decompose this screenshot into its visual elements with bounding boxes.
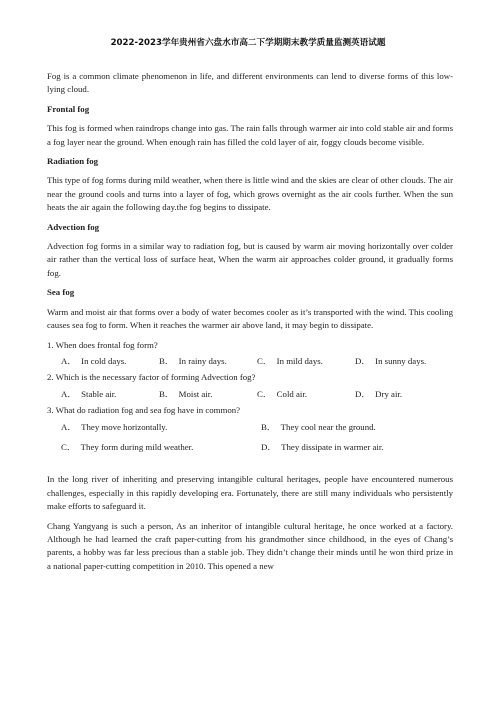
option-text: Moist air. — [178, 388, 213, 399]
option-label: B． — [159, 355, 174, 366]
option-label: D． — [261, 441, 277, 452]
question-3-option-b — [261, 421, 461, 434]
question-2-stem: 2. Which is the necessary factor of forming Advection fog? — [47, 372, 256, 383]
question-1-options — [61, 355, 453, 368]
option-text: In rainy days. — [178, 355, 227, 366]
option-label: B． — [159, 388, 174, 399]
option-text: In mild days. — [276, 355, 323, 366]
section-heading-frontal-fog: Frontal fog — [47, 103, 90, 114]
option-text: Stable air. — [81, 388, 117, 399]
option-label: D． — [355, 355, 371, 366]
section-text-advection-fog: Advection fog forms in a similar way to radiation fog, but is caused by warm air moving horizontally over colder air rather than the vertical loss of surface heat, When the warm air approaches colder ground, it gradually forms fog. — [47, 241, 453, 278]
question-2-option-c — [257, 388, 355, 401]
option-label: C． — [257, 388, 272, 399]
question-1-option-a — [61, 355, 159, 368]
question-1-option-b — [159, 355, 257, 368]
question-2-option-a — [61, 388, 159, 401]
option-label: A． — [61, 388, 77, 399]
question-3-option-a — [61, 421, 261, 434]
option-text: They move horizontally. — [81, 421, 168, 432]
option-label: A． — [61, 421, 77, 432]
option-label: C． — [257, 355, 272, 366]
option-label: B． — [261, 421, 276, 432]
question-3-options — [61, 421, 453, 455]
passage2-paragraph-2: Chang Yangyang is such a person, As an inheritor of intangible cultural heritage, he once worked at a factory. Although he had learned the craft paper-cutting from his grandmother since childhood, in the eyes of Chang’s parents, a hobby was far less precious than a stable job. They didn’t change their minds until he won third prize in a national paper-cutting competition in 2010. This opened a new — [47, 520, 453, 571]
section-text-frontal-fog: This fog is formed when raindrops change into gas. The rain falls through warmer air into cold stable air and forms a fog layer near the ground. When enough rain has filled the cold layer of air, foggy clouds become visible. — [47, 123, 453, 147]
section-heading-radiation-fog: Radiation fog — [47, 156, 99, 167]
option-label: C． — [61, 441, 76, 452]
option-label: A． — [61, 355, 77, 366]
option-label: D． — [355, 388, 371, 399]
section-heading-advection-fog: Advection fog — [47, 221, 100, 232]
question-1-option-c — [257, 355, 355, 368]
section-text-sea-fog: Warm and moist air that forms over a body of water becomes cooler as it’s transported with the wind. This cooling causes sea fog to form. When it reaches the warmer air above land, it may begin to dissipate. — [47, 306, 453, 331]
section-heading-sea-fog: Sea fog — [47, 287, 75, 298]
option-text: Dry air. — [375, 388, 403, 399]
option-text: In cold days. — [81, 355, 127, 366]
section-text-radiation-fog: This type of fog forms during mild weather, when there is little wind and the skies are clear of other clouds. The air near the ground cools and turns into a layer of fog, which grows overnight as the air cools further. When the sun heats the air again the following day.the fog begins to dissipate. — [47, 175, 453, 213]
option-text: Cold air. — [276, 388, 307, 399]
question-2-options — [61, 388, 453, 401]
question-3-stem: 3. What do radiation fog and sea fog have in common? — [47, 405, 241, 416]
question-2-option-b — [159, 388, 257, 401]
question-1-option-d — [355, 355, 453, 368]
option-text: They dissipate in warmer air. — [281, 441, 384, 452]
question-2-option-d — [355, 388, 453, 401]
option-text: They form during mild weather. — [80, 441, 194, 452]
question-3-option-d — [261, 441, 461, 454]
option-text: They cool near the ground. — [280, 421, 376, 432]
option-text: In sunny days. — [375, 355, 427, 366]
intro-paragraph: Fog is a common climate phenomenon in life, and different environments can lend to diverse forms of this low-lying cloud. — [47, 71, 453, 95]
passage2-paragraph-1: In the long river of inheriting and preserving intangible cultural heritages, people have encountered numerous challenges, especially in this rapidly developing era. Fortunately, there are still many individuals who persistently make efforts to safeguard it. — [47, 474, 453, 512]
question-3-option-c — [61, 441, 261, 454]
question-1-stem: 1. When does frontal fog form? — [47, 339, 158, 350]
document-body — [47, 70, 453, 573]
document-title: 2022-2023学年贵州省六盘水市高二下学期期末教学质量监测英语试题 — [110, 38, 386, 48]
